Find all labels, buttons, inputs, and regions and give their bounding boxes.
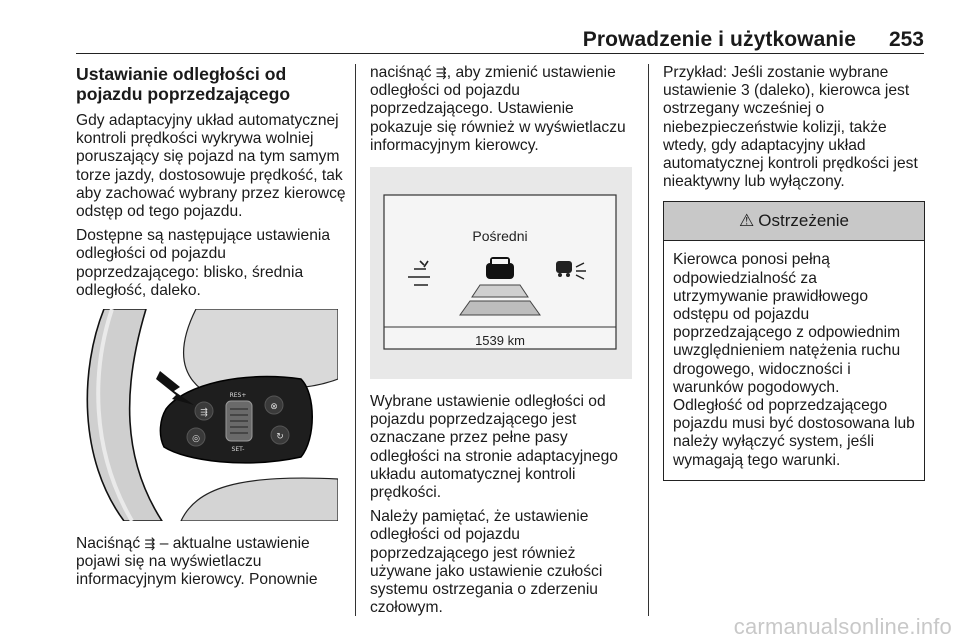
svg-text:⊗: ⊗: [270, 402, 278, 413]
page-header-title: Prowadzenie i użytkowanie: [582, 28, 856, 51]
column-divider: [355, 64, 356, 616]
res-label: RES+: [229, 392, 247, 400]
paragraph: Naciśnąć ⇶ – aktualne ustawienie pojawi się na wyświetlaczu informacyjnym kierowcy. Ponownie: [76, 535, 318, 589]
following-distance-icon: ⇶: [435, 65, 447, 80]
svg-text:⇶: ⇶: [200, 408, 208, 419]
column-left: [76, 64, 346, 596]
svg-text:◎: ◎: [192, 434, 200, 445]
driver-info-display-illustration: [370, 167, 632, 379]
warning-triangle-icon: ⚠: [739, 211, 755, 231]
warning-text: Kierowca ponosi pełną odpowiedzialność za utrzymywanie prawidłowego odstępu od pojazdu poprzedzającego z odpowiednim uwzględnieniem natężenia ruchu drogowego, widoczności i warunków pogodowych.: [673, 251, 901, 396]
warning-header: [664, 202, 924, 241]
paragraph: Wybrane ustawienie odległości od pojazdu poprzedzającego jest oznaczane przez pełne pasy odległości na stronie adaptacyjnego układu automatycznej kontroli prędkości.: [370, 393, 618, 502]
page-number: 253: [888, 28, 924, 51]
section-heading: Ustawianie odległości od pojazdu poprzedzającego: [76, 64, 291, 104]
following-distance-icon: ⇶: [144, 536, 156, 552]
warning-title: Ostrzeżenie: [758, 211, 849, 231]
odometer-readout: 1539 km: [475, 333, 525, 349]
warning-text: Odległość od poprzedzającego pojazdu musi być dostosowana lub należy wyłączyć system, jeśli wymagają tego warunki.: [673, 397, 915, 469]
header-rule: [76, 53, 924, 54]
svg-text:↻: ↻: [276, 432, 284, 443]
set-label: SET-: [231, 446, 245, 454]
car-icon: [486, 257, 514, 279]
column-right: [663, 64, 925, 481]
warning-body: [664, 241, 924, 479]
paragraph: Dostępne są następujące ustawienia odległości od pojazdu poprzedzającego: blisko, średnia odległość, daleko.: [76, 227, 330, 299]
display-title: Pośredni: [472, 228, 528, 245]
watermark: carmanualsonline.info: [733, 614, 952, 639]
column-middle: [370, 64, 636, 623]
page-header: [0, 0, 960, 60]
column-divider: [648, 64, 649, 616]
paragraph: Gdy adaptacyjny układ automatycznej kontroli prędkości wykrywa wolniej poruszający się pojazd na tym samym torze jazdy, dostosowuje prędkość, tak aby zachować wybrany przez kierowcę odstęp od tego pojazdu.: [76, 112, 346, 221]
steering-wheel-illustration: [76, 309, 338, 521]
warning-box: [663, 201, 925, 480]
paragraph: naciśnąć ⇶, aby zmienić ustawienie odległości od pojazdu poprzedzającego. Ustawienie pokazuje się również w wyświetlaczu informacyjnym kierowcy.: [370, 64, 626, 154]
paragraph: Należy pamiętać, że ustawienie odległości od pojazdu poprzedzającego jest również używane jako ustawienie czułości systemu ostrzegania o zderzeniu czołowym.: [370, 508, 603, 617]
paragraph: Przykład: Jeśli zostanie wybrane ustawienie 3 (daleko), kierowca jest ostrzegany wcześniej o niebezpieczeństwie kolizji, także wtedy, gdy adaptacyjny układ automatycznej kontroli prędkości jest nieaktywny lub wyłączony.: [663, 64, 918, 191]
